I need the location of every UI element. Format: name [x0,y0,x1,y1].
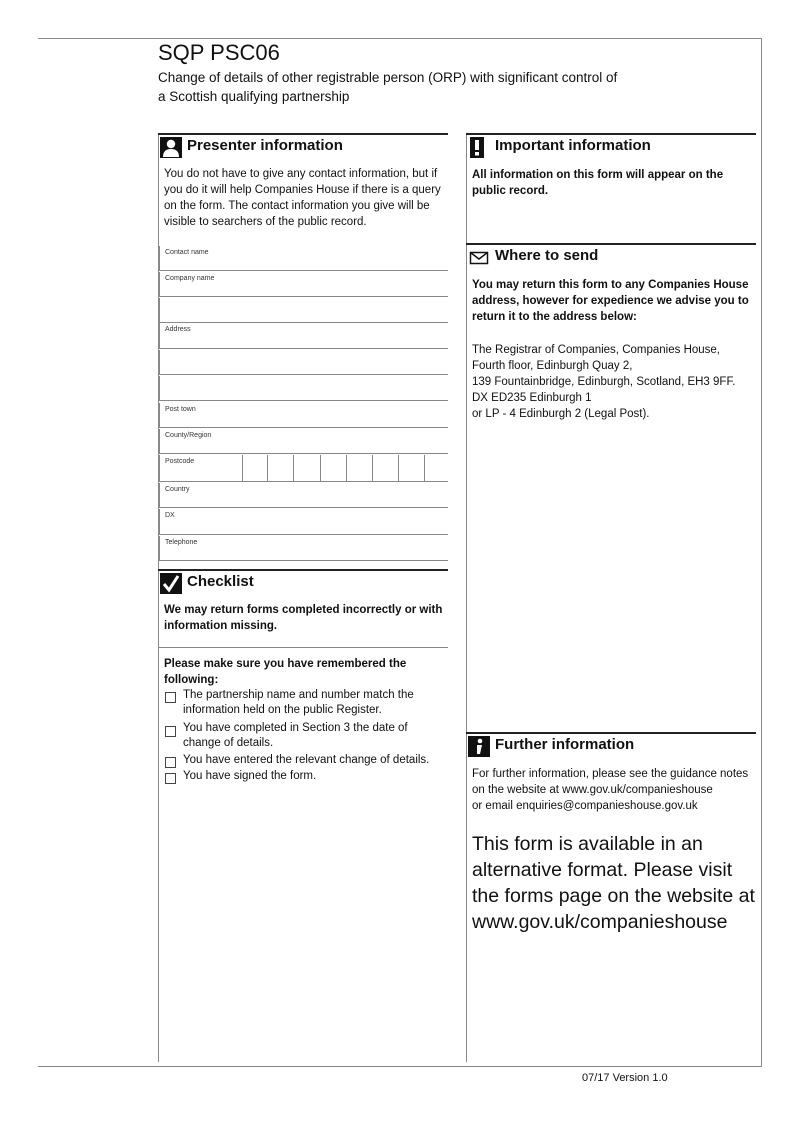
country-field[interactable]: Country [159,483,448,508]
dx-field[interactable]: DX [159,509,448,535]
postcode-box[interactable] [267,455,292,481]
contact-name-field[interactable]: Contact name [159,246,448,271]
postcode-box[interactable] [424,455,449,481]
exclamation-icon [470,137,484,158]
presenter-section-header [158,133,448,159]
postcode-box[interactable] [398,455,423,481]
checklist-item: You have completed in Section 3 the date of change of details. [183,722,408,749]
send-address: The Registrar of Companies, Companies House, Fourth floor, Edinburgh Quay 2, 139 Fountainbridge, Edinburgh, Scotland, EH3 9FF. DX ED235 Edinburgh 1 or LP - 4 Edinburgh 2 (Legal Post). [472,344,736,420]
top-rule [38,38,762,39]
form-code: SQP PSC06 [158,40,280,65]
person-icon [160,137,182,158]
postcode-box[interactable] [293,455,318,481]
checklist-warning: We may return forms completed incorrectly or with information missing. [164,604,443,632]
checklist-checkbox[interactable] [165,692,176,703]
important-section-header [466,133,756,159]
right-rule [761,38,762,1066]
checklist-item: You have signed the form. [183,770,317,782]
further-text: For further information, please see the guidance notes on the website at www.gov.uk/companieshouse or email enquiries@companieshouse.gov.uk [472,768,749,812]
checklist-checkbox[interactable] [165,726,176,737]
where-to-send-heading: Where to send [495,247,599,264]
presenter-heading: Presenter information [187,137,343,154]
checklist-item: The partnership name and number match the information held on the public Register. [183,689,414,716]
alternative-format-notice: This form is available in an alternative format. Please visit the forms page on the website at www.gov.uk/companieshouse [472,833,755,933]
further-section-header [466,732,756,758]
address-field-line3[interactable] [159,376,448,401]
postcode-box[interactable] [320,455,345,481]
checkmark-icon [160,573,182,594]
checklist-divider [159,647,448,648]
bottom-rule [38,1066,762,1067]
where-to-send-intro: You may return this form to any Companies House address, however for expedience we advise you to return it to the address below: [472,279,749,323]
address-field[interactable]: Address [159,323,448,349]
company-name-field[interactable]: Company name [159,272,448,297]
checklist-section-header [158,569,448,595]
presenter-intro: You do not have to give any contact information, but if you do it will help Companies House if there is a query on the form. The contact information you give will be visible to searchers of the public record. [164,168,441,228]
important-heading: Important information [495,137,651,154]
important-text: All information on this form will appear on the public record. [472,169,724,197]
company-name-field-line2[interactable] [159,298,448,323]
checklist-heading: Checklist [187,573,254,590]
postcode-box[interactable] [372,455,397,481]
where-to-send-section-header [466,243,756,269]
info-icon [468,736,490,757]
postcode-field[interactable]: Postcode [159,455,448,482]
checklist-item: You have entered the relevant change of details. [183,754,430,766]
form-title: Change of details of other registrable person (ORP) with significant control of a Scottish qualifying partnership [158,70,618,104]
post-town-field[interactable]: Post town [159,403,448,428]
version-label: 07/17 Version 1.0 [582,1072,668,1084]
envelope-icon [468,247,490,268]
address-field-line2[interactable] [159,350,448,375]
county-field[interactable]: County/Region [159,429,448,454]
checklist-checkbox[interactable] [165,773,176,784]
postcode-box[interactable] [346,455,371,481]
right-column-rule [466,134,467,1062]
checklist-checkbox[interactable] [165,757,176,768]
checklist-remember: Please make sure you have remembered the following: [164,658,407,686]
further-heading: Further information [495,736,635,753]
postcode-box[interactable] [242,455,267,481]
telephone-field[interactable]: Telephone [159,536,448,561]
